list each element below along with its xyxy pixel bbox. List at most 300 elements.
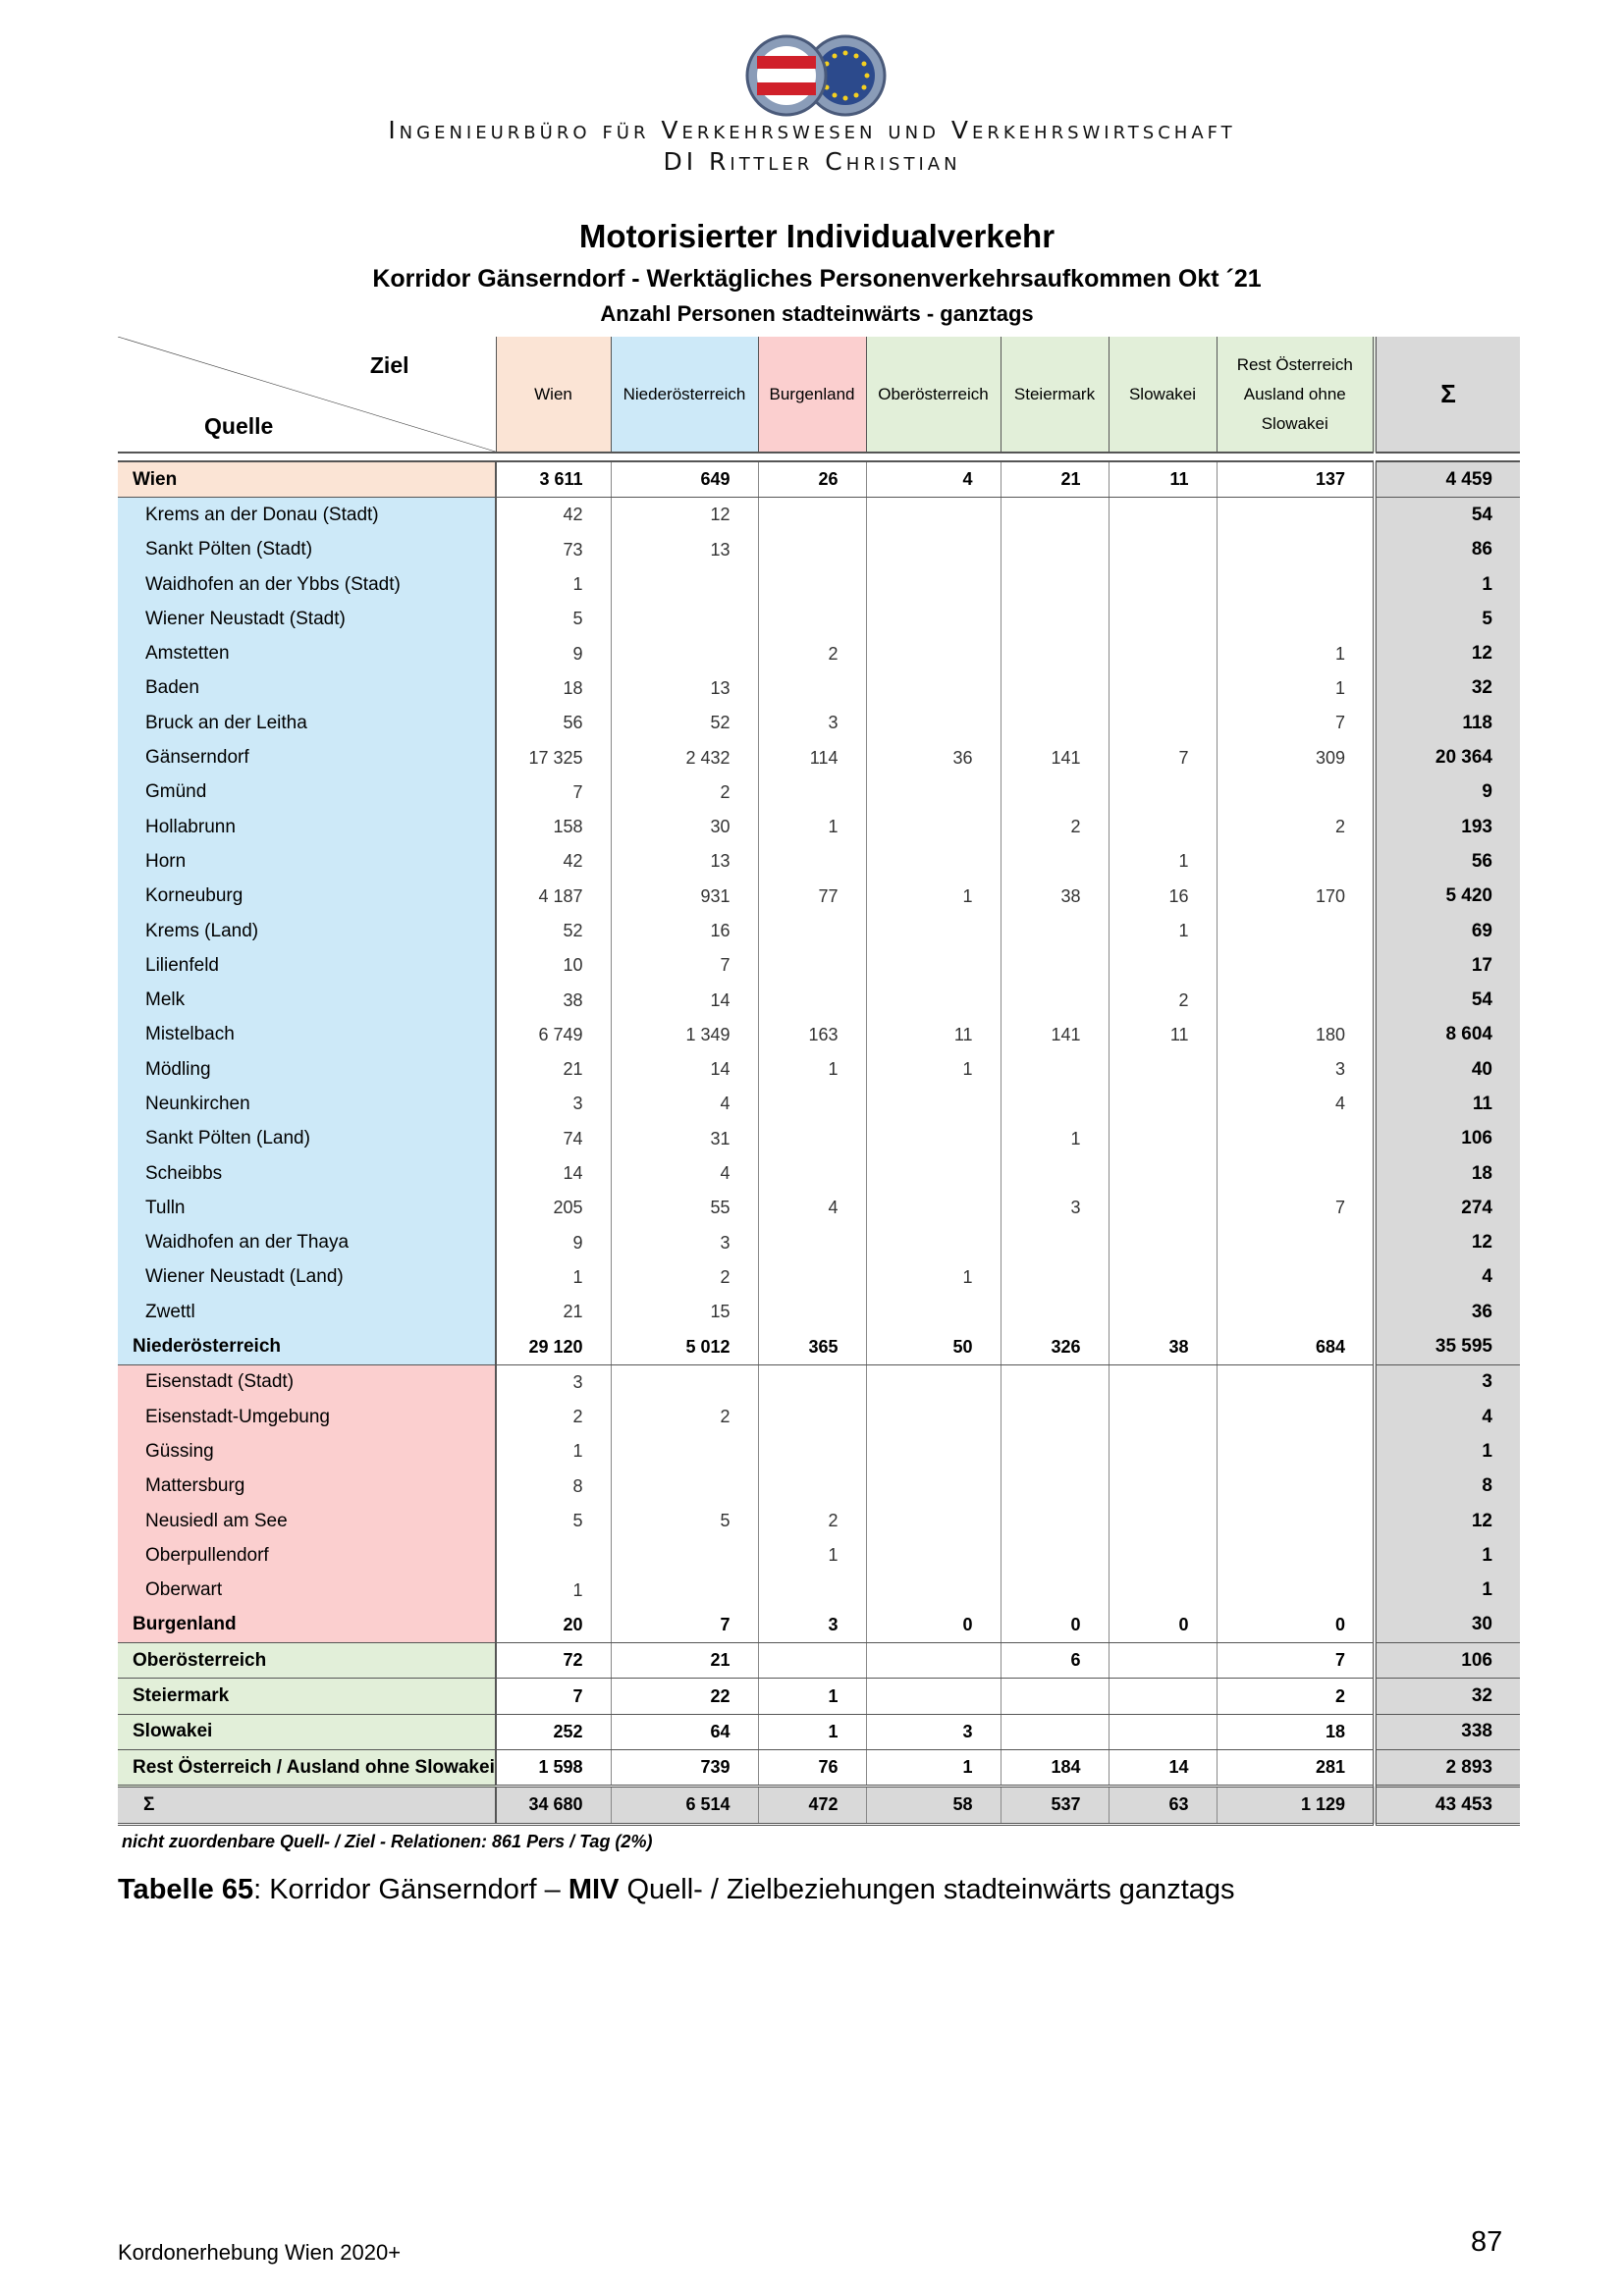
value-cell: 11 bbox=[866, 1018, 1001, 1052]
row-total-cell: 54 bbox=[1375, 983, 1520, 1017]
table-row bbox=[118, 775, 1520, 810]
row-label: Baden bbox=[118, 671, 496, 706]
row-label: Steiermark bbox=[118, 1679, 496, 1714]
value-cell: 2 bbox=[1217, 1679, 1375, 1714]
row-total-cell: 5 bbox=[1375, 602, 1520, 636]
value-cell: 2 bbox=[496, 1400, 611, 1434]
value-cell: 1 bbox=[758, 1679, 866, 1714]
value-cell bbox=[1001, 567, 1109, 602]
value-cell: 30 bbox=[611, 810, 758, 844]
table-row bbox=[118, 706, 1520, 740]
row-label: Lilienfeld bbox=[118, 948, 496, 983]
table-row bbox=[118, 1469, 1520, 1504]
value-cell bbox=[611, 602, 758, 636]
value-cell bbox=[758, 567, 866, 602]
value-cell: 42 bbox=[496, 844, 611, 879]
value-cell bbox=[1217, 1260, 1375, 1295]
value-cell: 2 bbox=[758, 1504, 866, 1538]
table-row bbox=[118, 498, 1520, 533]
row-total-cell: 35 595 bbox=[1375, 1329, 1520, 1364]
value-cell: 163 bbox=[758, 1018, 866, 1052]
value-cell bbox=[1109, 1226, 1217, 1260]
row-total-cell: 5 420 bbox=[1375, 880, 1520, 914]
value-cell bbox=[1217, 775, 1375, 810]
value-cell: 1 349 bbox=[611, 1018, 758, 1052]
value-cell: 1 bbox=[1109, 914, 1217, 948]
company-logo bbox=[743, 33, 891, 118]
row-total-cell: 1 bbox=[1375, 567, 1520, 602]
column-header-wien: Wien bbox=[496, 337, 611, 453]
value-cell: 76 bbox=[758, 1749, 866, 1786]
row-label: Mistelbach bbox=[118, 1018, 496, 1052]
value-cell bbox=[1217, 1364, 1375, 1400]
row-total-cell: 32 bbox=[1375, 1679, 1520, 1714]
value-cell bbox=[866, 983, 1001, 1017]
row-label: Neunkirchen bbox=[118, 1087, 496, 1121]
value-cell: 36 bbox=[866, 740, 1001, 774]
value-cell bbox=[1001, 636, 1109, 670]
row-total-cell: 69 bbox=[1375, 914, 1520, 948]
table-row bbox=[118, 1156, 1520, 1191]
value-cell: 3 bbox=[758, 706, 866, 740]
row-label: Rest Österreich / Ausland ohne Slowakei bbox=[118, 1749, 496, 1786]
value-cell: 141 bbox=[1001, 1018, 1109, 1052]
value-cell bbox=[758, 1087, 866, 1121]
value-cell: 58 bbox=[866, 1787, 1001, 1824]
value-cell: 472 bbox=[758, 1787, 866, 1824]
value-cell bbox=[1217, 1574, 1375, 1608]
sum-row bbox=[118, 1787, 1520, 1824]
value-cell bbox=[866, 671, 1001, 706]
value-cell: 9 bbox=[496, 1226, 611, 1260]
table-row bbox=[118, 1538, 1520, 1573]
table-row bbox=[118, 914, 1520, 948]
value-cell bbox=[611, 1364, 758, 1400]
value-cell bbox=[1001, 533, 1109, 567]
value-cell bbox=[758, 533, 866, 567]
value-cell bbox=[1001, 844, 1109, 879]
value-cell bbox=[866, 1156, 1001, 1191]
row-label: Sankt Pölten (Stadt) bbox=[118, 533, 496, 567]
row-label: Oberösterreich bbox=[118, 1643, 496, 1679]
row-total-cell: 17 bbox=[1375, 948, 1520, 983]
row-label: Bruck an der Leitha bbox=[118, 706, 496, 740]
value-cell bbox=[1109, 775, 1217, 810]
value-cell bbox=[1109, 671, 1217, 706]
row-total-cell: 54 bbox=[1375, 498, 1520, 533]
row-total-cell: 1 bbox=[1375, 1574, 1520, 1608]
value-cell: 1 bbox=[1109, 844, 1217, 879]
value-cell: 4 bbox=[866, 461, 1001, 498]
row-label: Tulln bbox=[118, 1191, 496, 1225]
value-cell: 14 bbox=[611, 983, 758, 1017]
value-cell: 6 514 bbox=[611, 1787, 758, 1824]
row-label: Güssing bbox=[118, 1434, 496, 1468]
value-cell: 281 bbox=[1217, 1749, 1375, 1786]
row-total-cell: 8 604 bbox=[1375, 1018, 1520, 1052]
value-cell: 2 bbox=[611, 1260, 758, 1295]
value-cell: 7 bbox=[611, 1608, 758, 1643]
value-cell: 38 bbox=[1109, 1329, 1217, 1364]
value-cell: 52 bbox=[611, 706, 758, 740]
value-cell: 205 bbox=[496, 1191, 611, 1225]
row-total-cell: 40 bbox=[1375, 1052, 1520, 1087]
caption-text-1: : Korridor Gänserndorf – bbox=[253, 1874, 568, 1905]
value-cell: 1 bbox=[1217, 636, 1375, 670]
value-cell: 7 bbox=[1217, 1191, 1375, 1225]
value-cell bbox=[1001, 1538, 1109, 1573]
value-cell bbox=[866, 1226, 1001, 1260]
corner-quelle-label: Quelle bbox=[204, 413, 274, 439]
value-cell: 1 bbox=[866, 880, 1001, 914]
table-row bbox=[118, 880, 1520, 914]
row-total-cell: 20 364 bbox=[1375, 740, 1520, 774]
value-cell: 2 432 bbox=[611, 740, 758, 774]
row-label: Hollabrunn bbox=[118, 810, 496, 844]
value-cell: 20 bbox=[496, 1608, 611, 1643]
value-cell: 7 bbox=[1217, 706, 1375, 740]
value-cell bbox=[1217, 1504, 1375, 1538]
value-cell bbox=[1217, 567, 1375, 602]
table-row bbox=[118, 740, 1520, 774]
value-cell: 5 bbox=[496, 1504, 611, 1538]
value-cell bbox=[1109, 602, 1217, 636]
value-cell: 2 bbox=[1109, 983, 1217, 1017]
value-cell: 137 bbox=[1217, 461, 1375, 498]
value-cell: 3 611 bbox=[496, 461, 611, 498]
value-cell: 0 bbox=[1217, 1608, 1375, 1643]
value-cell: 7 bbox=[1217, 1643, 1375, 1679]
row-total-cell: 9 bbox=[1375, 775, 1520, 810]
row-label: Neusiedl am See bbox=[118, 1504, 496, 1538]
value-cell bbox=[1109, 533, 1217, 567]
value-cell bbox=[1217, 844, 1375, 879]
value-cell: 18 bbox=[496, 671, 611, 706]
value-cell bbox=[1109, 1052, 1217, 1087]
value-cell: 6 bbox=[1001, 1643, 1109, 1679]
row-total-cell: 86 bbox=[1375, 533, 1520, 567]
value-cell: 3 bbox=[1001, 1191, 1109, 1225]
total-row bbox=[118, 1749, 1520, 1786]
value-cell bbox=[866, 636, 1001, 670]
value-cell bbox=[1217, 1434, 1375, 1468]
table-row bbox=[118, 533, 1520, 567]
table-row bbox=[118, 1191, 1520, 1225]
value-cell bbox=[866, 1087, 1001, 1121]
value-cell: 170 bbox=[1217, 880, 1375, 914]
value-cell bbox=[758, 1260, 866, 1295]
row-total-cell: 274 bbox=[1375, 1191, 1520, 1225]
value-cell bbox=[1109, 1714, 1217, 1749]
value-cell bbox=[758, 1156, 866, 1191]
value-cell bbox=[1109, 706, 1217, 740]
value-cell bbox=[611, 636, 758, 670]
value-cell bbox=[1217, 1469, 1375, 1504]
value-cell bbox=[866, 1469, 1001, 1504]
table-body bbox=[118, 461, 1520, 1824]
row-label: Amstetten bbox=[118, 636, 496, 670]
table-row bbox=[118, 948, 1520, 983]
value-cell: 4 187 bbox=[496, 880, 611, 914]
value-cell: 184 bbox=[1001, 1749, 1109, 1786]
table-row bbox=[118, 1052, 1520, 1087]
value-cell: 739 bbox=[611, 1749, 758, 1786]
value-cell: 1 bbox=[866, 1052, 1001, 1087]
row-label: Waidhofen an der Ybbs (Stadt) bbox=[118, 567, 496, 602]
row-total-cell: 32 bbox=[1375, 671, 1520, 706]
column-header-burgenland: Burgenland bbox=[758, 337, 866, 453]
value-cell: 1 129 bbox=[1217, 1787, 1375, 1824]
row-label: Wiener Neustadt (Stadt) bbox=[118, 602, 496, 636]
row-total-cell: 30 bbox=[1375, 1608, 1520, 1643]
value-cell: 6 749 bbox=[496, 1018, 611, 1052]
page-subtitle: Korridor Gänserndorf - Werktägliches Personenverkehrsaufkommen Okt ´21 bbox=[372, 265, 1262, 293]
value-cell: 2 bbox=[1001, 810, 1109, 844]
row-total-cell: 106 bbox=[1375, 1122, 1520, 1156]
caption-text-2: Quell- / Zielbeziehungen stadteinwärts ganztags bbox=[619, 1874, 1235, 1905]
value-cell: 74 bbox=[496, 1122, 611, 1156]
value-cell: 537 bbox=[1001, 1787, 1109, 1824]
corner-ziel-label: Ziel bbox=[369, 352, 409, 378]
total-row bbox=[118, 1643, 1520, 1679]
value-cell bbox=[1217, 602, 1375, 636]
value-cell: 72 bbox=[496, 1643, 611, 1679]
value-cell: 7 bbox=[1109, 740, 1217, 774]
value-cell: 14 bbox=[611, 1052, 758, 1087]
value-cell bbox=[758, 844, 866, 879]
table-caption bbox=[118, 1874, 1235, 1906]
value-cell bbox=[1001, 1226, 1109, 1260]
value-cell bbox=[1001, 1260, 1109, 1295]
value-cell bbox=[1001, 1714, 1109, 1749]
row-label: Korneuburg bbox=[118, 880, 496, 914]
value-cell: 55 bbox=[611, 1191, 758, 1225]
total-row bbox=[118, 461, 1520, 498]
value-cell: 1 bbox=[1217, 671, 1375, 706]
value-cell: 1 bbox=[758, 1538, 866, 1573]
value-cell bbox=[1109, 1260, 1217, 1295]
value-cell bbox=[1109, 1364, 1217, 1400]
value-cell bbox=[1109, 1574, 1217, 1608]
value-cell bbox=[1217, 498, 1375, 533]
value-cell bbox=[758, 983, 866, 1017]
value-cell bbox=[758, 602, 866, 636]
value-cell bbox=[758, 1574, 866, 1608]
value-cell: 4 bbox=[611, 1087, 758, 1121]
value-cell: 1 bbox=[496, 1574, 611, 1608]
row-label: Krems (Land) bbox=[118, 914, 496, 948]
table-row bbox=[118, 1087, 1520, 1121]
value-cell bbox=[1001, 948, 1109, 983]
total-row bbox=[118, 1679, 1520, 1714]
row-total-cell: 4 459 bbox=[1375, 461, 1520, 498]
row-label: Krems an der Donau (Stadt) bbox=[118, 498, 496, 533]
value-cell bbox=[1109, 636, 1217, 670]
value-cell bbox=[1217, 948, 1375, 983]
value-cell bbox=[866, 498, 1001, 533]
total-row bbox=[118, 1714, 1520, 1749]
table-row bbox=[118, 1260, 1520, 1295]
value-cell bbox=[1217, 1156, 1375, 1191]
row-label: Mödling bbox=[118, 1052, 496, 1087]
value-cell: 158 bbox=[496, 810, 611, 844]
value-cell bbox=[1109, 1295, 1217, 1329]
value-cell bbox=[1109, 1400, 1217, 1434]
value-cell bbox=[1001, 1156, 1109, 1191]
value-cell bbox=[611, 1574, 758, 1608]
column-header-sum: Σ bbox=[1375, 337, 1520, 453]
value-cell bbox=[866, 1643, 1001, 1679]
value-cell: 22 bbox=[611, 1679, 758, 1714]
value-cell: 180 bbox=[1217, 1018, 1375, 1052]
value-cell bbox=[1001, 706, 1109, 740]
value-cell bbox=[1001, 1052, 1109, 1087]
value-cell bbox=[1217, 1295, 1375, 1329]
value-cell bbox=[866, 1574, 1001, 1608]
row-total-cell: 118 bbox=[1375, 706, 1520, 740]
value-cell bbox=[1217, 1400, 1375, 1434]
value-cell: 5 012 bbox=[611, 1329, 758, 1364]
footer-document-title: Kordonerhebung Wien 2020+ bbox=[118, 2240, 402, 2265]
value-cell: 21 bbox=[1001, 461, 1109, 498]
value-cell: 50 bbox=[866, 1329, 1001, 1364]
value-cell: 1 bbox=[1001, 1122, 1109, 1156]
value-cell: 931 bbox=[611, 880, 758, 914]
value-cell bbox=[1109, 1643, 1217, 1679]
value-cell: 252 bbox=[496, 1714, 611, 1749]
value-cell bbox=[758, 671, 866, 706]
total-row bbox=[118, 1608, 1520, 1643]
row-total-cell: 1 bbox=[1375, 1538, 1520, 1573]
row-total-cell: 12 bbox=[1375, 1504, 1520, 1538]
value-cell bbox=[1109, 1156, 1217, 1191]
value-cell: 365 bbox=[758, 1329, 866, 1364]
value-cell bbox=[866, 1679, 1001, 1714]
value-cell: 77 bbox=[758, 880, 866, 914]
value-cell: 1 bbox=[758, 1052, 866, 1087]
value-cell bbox=[758, 948, 866, 983]
value-cell bbox=[1109, 1679, 1217, 1714]
value-cell bbox=[1217, 983, 1375, 1017]
table-row bbox=[118, 1295, 1520, 1329]
table-row bbox=[118, 602, 1520, 636]
value-cell bbox=[758, 1295, 866, 1329]
value-cell: 7 bbox=[496, 775, 611, 810]
value-cell bbox=[866, 533, 1001, 567]
value-cell: 17 325 bbox=[496, 740, 611, 774]
value-cell bbox=[866, 1122, 1001, 1156]
value-cell: 1 598 bbox=[496, 1749, 611, 1786]
value-cell: 13 bbox=[611, 533, 758, 567]
value-cell bbox=[866, 1364, 1001, 1400]
row-total-cell: 4 bbox=[1375, 1260, 1520, 1295]
value-cell bbox=[758, 1434, 866, 1468]
value-cell: 42 bbox=[496, 498, 611, 533]
value-cell: 15 bbox=[611, 1295, 758, 1329]
row-total-cell: 56 bbox=[1375, 844, 1520, 879]
caption-bold: MIV bbox=[568, 1874, 620, 1905]
row-label: Eisenstadt (Stadt) bbox=[118, 1364, 496, 1400]
value-cell: 16 bbox=[611, 914, 758, 948]
value-cell: 5 bbox=[611, 1504, 758, 1538]
table-row bbox=[118, 810, 1520, 844]
row-label: Waidhofen an der Thaya bbox=[118, 1226, 496, 1260]
value-cell: 7 bbox=[611, 948, 758, 983]
value-cell bbox=[866, 706, 1001, 740]
table-row bbox=[118, 671, 1520, 706]
value-cell bbox=[758, 1469, 866, 1504]
value-cell: 3 bbox=[611, 1226, 758, 1260]
value-cell bbox=[1001, 1400, 1109, 1434]
value-cell: 0 bbox=[1001, 1608, 1109, 1643]
value-cell: 684 bbox=[1217, 1329, 1375, 1364]
value-cell bbox=[1001, 602, 1109, 636]
row-total-cell: 12 bbox=[1375, 636, 1520, 670]
value-cell bbox=[866, 1504, 1001, 1538]
table-corner-cell bbox=[118, 337, 496, 453]
row-label: Σ bbox=[118, 1787, 496, 1824]
row-label: Gmünd bbox=[118, 775, 496, 810]
od-matrix-table bbox=[118, 337, 1520, 1826]
value-cell bbox=[1217, 1538, 1375, 1573]
value-cell: 1 bbox=[496, 1434, 611, 1468]
value-cell bbox=[496, 1538, 611, 1573]
row-label: Zwettl bbox=[118, 1295, 496, 1329]
value-cell bbox=[611, 567, 758, 602]
value-cell: 73 bbox=[496, 533, 611, 567]
row-label: Gänserndorf bbox=[118, 740, 496, 774]
row-label: Oberpullendorf bbox=[118, 1538, 496, 1573]
value-cell: 16 bbox=[1109, 880, 1217, 914]
value-cell bbox=[1001, 1504, 1109, 1538]
value-cell bbox=[1217, 533, 1375, 567]
value-cell bbox=[1001, 498, 1109, 533]
column-header-slowakei: Slowakei bbox=[1109, 337, 1217, 453]
row-total-cell: 11 bbox=[1375, 1087, 1520, 1121]
value-cell: 38 bbox=[496, 983, 611, 1017]
row-label: Eisenstadt-Umgebung bbox=[118, 1400, 496, 1434]
row-total-cell: 12 bbox=[1375, 1226, 1520, 1260]
value-cell: 13 bbox=[611, 671, 758, 706]
value-cell: 7 bbox=[496, 1679, 611, 1714]
value-cell: 141 bbox=[1001, 740, 1109, 774]
value-cell: 34 680 bbox=[496, 1787, 611, 1824]
row-label: Mattersburg bbox=[118, 1469, 496, 1504]
value-cell bbox=[758, 914, 866, 948]
row-total-cell: 1 bbox=[1375, 1434, 1520, 1468]
table-row bbox=[118, 1018, 1520, 1052]
value-cell bbox=[1001, 1295, 1109, 1329]
value-cell bbox=[1109, 1538, 1217, 1573]
value-cell: 4 bbox=[611, 1156, 758, 1191]
value-cell: 3 bbox=[496, 1364, 611, 1400]
value-cell: 3 bbox=[496, 1087, 611, 1121]
value-cell bbox=[1001, 914, 1109, 948]
value-cell bbox=[1001, 671, 1109, 706]
value-cell bbox=[1001, 1087, 1109, 1121]
table-row bbox=[118, 1574, 1520, 1608]
value-cell bbox=[1001, 775, 1109, 810]
value-cell bbox=[1109, 567, 1217, 602]
value-cell bbox=[866, 1295, 1001, 1329]
value-cell bbox=[866, 1400, 1001, 1434]
value-cell bbox=[1109, 1087, 1217, 1121]
row-label: Sankt Pölten (Land) bbox=[118, 1122, 496, 1156]
value-cell: 649 bbox=[611, 461, 758, 498]
value-cell bbox=[866, 914, 1001, 948]
page-title: Motorisierter Individualverkehr bbox=[578, 218, 1056, 254]
row-total-cell: 4 bbox=[1375, 1400, 1520, 1434]
